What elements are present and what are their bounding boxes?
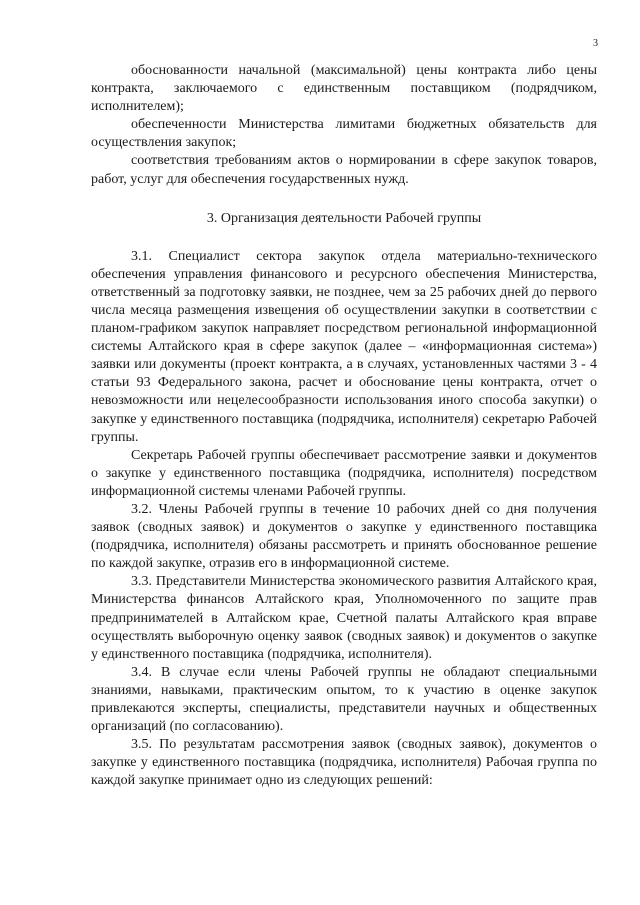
paragraph-3-2: 3.2. Члены Рабочей группы в течение 10 рабочих дней со дня получения заявок (сводных заявок) и документов о закупке у единственного поставщика (подрядчика, исполнителя) обязаны рассмотреть и принять обоснованное решение по каждой закупке, отразив его в информационной системе. bbox=[91, 501, 597, 572]
document-body bbox=[91, 62, 597, 790]
section-heading: 3. Организация деятельности Рабочей группы bbox=[206, 210, 482, 226]
paragraph-3-3: 3.3. Представители Министерства экономического развития Алтайского края, Министерства финансов Алтайского края, Уполномоченного по защите прав предпринимателей в Алтайском крае, Счетной палаты Алтайского края вправе осуществлять выборочную оценку заявок (сводных заявок) и документов о закупке у единственного поставщика (подрядчика, исполнителя). bbox=[91, 574, 597, 662]
paragraph-3-5: 3.5. По результатам рассмотрения заявок (сводных заявок), документов о закупке у единственного поставщика (подрядчика, исполнителя) Рабочая группа по каждой закупке принимает одно из следующих решений: bbox=[91, 737, 597, 789]
paragraph-3-1: 3.1. Специалист сектора закупок отдела материально-технического обеспечения управления финансового и ресурсного обеспечения Министерства, ответственный за подготовку заявки, не позднее, чем за 25 рабочих дней до первого числа месяца размещения извещения об осуществлении закупки в соответствии с планом-графиком закупок направляет посредством региональной информационной системы Алтайского края в сфере закупок (далее – «информационная система») заявки или документы (проект контракта, а в случаях, установленных частями 3 - 4 статьи 93 Федерального закона, расчет и обоснование цены контракта, отчет о невозможности или нецелесообразности использования иного способа закупки) о закупке у единственного поставщика (подрядчика, исполнителя) секретарю Рабочей группы. bbox=[91, 248, 597, 445]
intro-item: обоснованности начальной (максимальной) цены контракта либо цены контракта, заключаемого с единственным поставщиком (подрядчиком, исполнителем); bbox=[91, 63, 597, 115]
intro-item: соответствия требованиям актов о нормировании в сфере закупок товаров, работ, услуг для обеспечения государственных нужд. bbox=[91, 153, 597, 187]
paragraph-3-4: 3.4. В случае если члены Рабочей группы не обладают специальными знаниями, навыками, практическим опытом, то к участию в оценке закупок привлекаются эксперты, специалисты, представители научных и общественных организаций (по согласованию). bbox=[91, 664, 597, 735]
paragraph-secretary: Секретарь Рабочей группы обеспечивает рассмотрение заявки и документов о закупке у единственного поставщика (подрядчика, исполнителя) посредством информационной системы членами Рабочей группы. bbox=[91, 447, 597, 499]
page-number: 3 bbox=[593, 38, 598, 49]
intro-item: обеспеченности Министерства лимитами бюджетных обязательств для осуществления закупок; bbox=[91, 117, 597, 151]
